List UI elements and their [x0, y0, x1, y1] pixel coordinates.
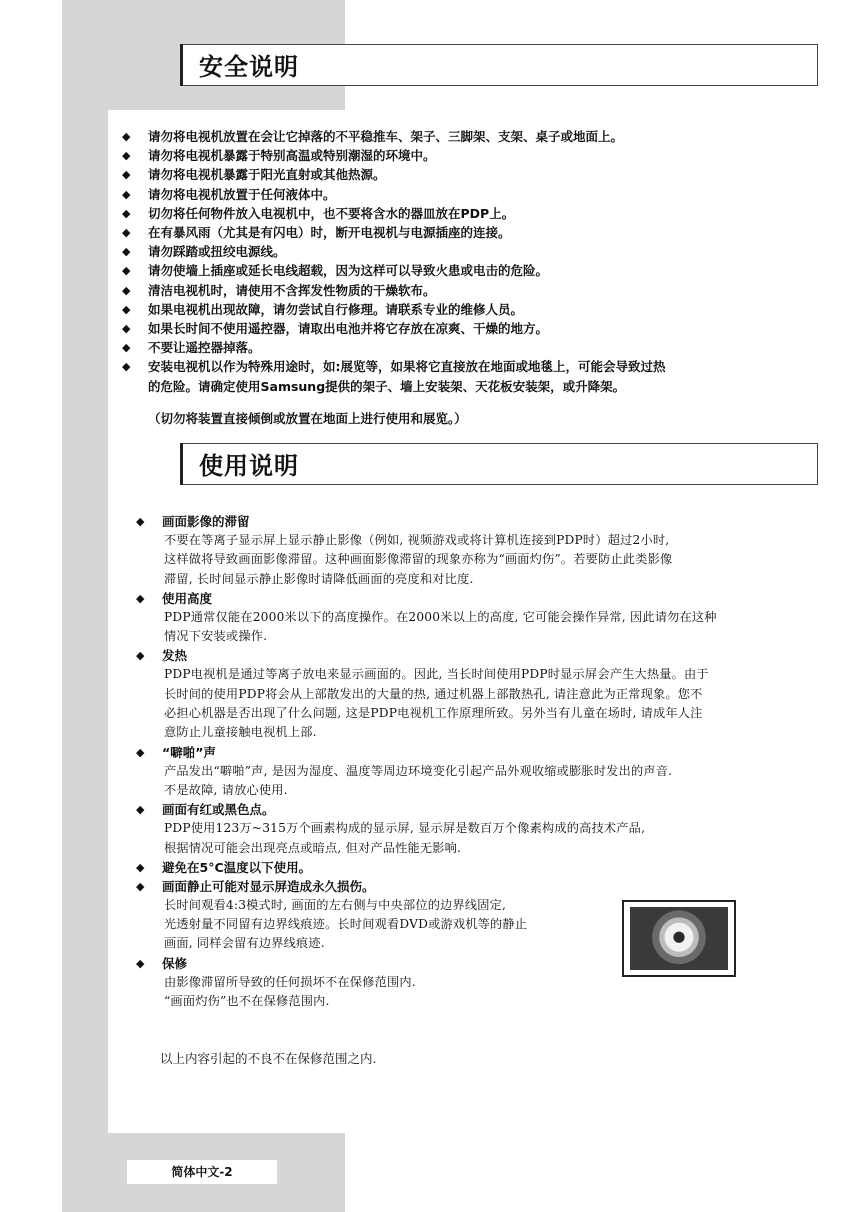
list-item [136, 743, 826, 801]
safety-title: 安全说明 [199, 53, 299, 81]
closing-note: 以上内容引起的不良不在保修范围之内. [160, 1051, 377, 1066]
diamond-bullet-icon: ◆ [136, 591, 145, 605]
flower-image [622, 900, 736, 977]
list-item: ◆ 请勿将电视机放置在会让它掉落的不平稳推车、架子、三脚架、支架、桌子或地面上。 [120, 127, 820, 146]
diamond-bullet-icon: ◆ [122, 283, 131, 297]
list-item: ◆ 安装电视机以作为特殊用途时，如:展览等，如果将它直接放在地面或地毯上，可能会导致过热 的危险。请确定使用Samsung提供的架子、墙上安装架、天花板安装架，或升降架。 [122, 359, 666, 394]
diamond-bullet-icon: ◆ [136, 879, 145, 893]
item-heading: ◆ “噼啪”声 [136, 744, 216, 760]
item-heading: ◆ 使用高度 [136, 590, 213, 606]
list-item [136, 858, 826, 877]
item-body: PDP使用123万~315万个画素构成的显示屏, 显示屏是数百万个像素构成的高技术产品, 根据情况可能会出现亮点或暗点, 但对产品性能无影响. [164, 821, 646, 855]
list-item: ◆ 清洁电视机时，请使用不含挥发性物质的干燥软布。 [120, 281, 820, 300]
safety-list [120, 127, 820, 396]
list-item [136, 512, 826, 589]
diamond-bullet-icon: ◆ [122, 168, 131, 182]
item-heading: ◆ 画面静止可能对显示屏造成永久损伤。 [136, 878, 375, 894]
page-left-margin [0, 0, 62, 1212]
usage-title-accent [180, 443, 183, 485]
list-item: ◆ 请勿将电视机放置于任何液体中。 [120, 185, 820, 204]
list-item [136, 800, 826, 858]
diamond-bullet-icon: ◆ [122, 226, 131, 240]
safety-note: （切勿将装置直接倾倒或放置在地面上进行使用和展览。） [148, 411, 467, 426]
list-item: ◆ 切勿将任何物件放入电视机中，也不要将含水的器皿放在PDP上。 [120, 204, 820, 223]
item-heading: ◆ 保修 [136, 955, 188, 971]
item-body: PDP通常仅能在2000米以下的高度操作。在2000米以上的高度, 它可能会操作异常, 因此请勿在这种 情况下安装或操作. [164, 609, 717, 644]
usage-title: 使用说明 [199, 452, 299, 480]
list-item: ◆ 请勿将电视机暴露于阳光直射或其他热源。 [120, 165, 820, 184]
diamond-bullet-icon: ◆ [136, 803, 145, 817]
item-heading: ◆ 画面影像的滞留 [136, 514, 250, 529]
item-body: 长时间观看4:3模式时, 画面的左右侧与中央部位的边界线固定, 光透射量不同留有边界线痕迹。长时间观看DVD或游戏机等的静止 画面, 同样会留有边界线痕迹. [164, 897, 528, 951]
diamond-bullet-icon: ◆ [136, 515, 145, 528]
diamond-bullet-icon: ◆ [122, 187, 131, 201]
item-heading: ◆ 发热 [136, 648, 188, 664]
list-item [136, 589, 826, 647]
diamond-bullet-icon: ◆ [122, 302, 131, 316]
item-body: 由影像滞留所导致的任何损坏不在保修范围内. “画面灼伤”也不在保修范围内. [164, 974, 416, 1009]
diamond-bullet-icon: ◆ [136, 956, 145, 970]
diamond-bullet-icon: ◆ [136, 649, 145, 663]
diamond-bullet-icon: ◆ [122, 264, 131, 278]
item-heading: ◆ 画面有红或黑色点。 [136, 802, 275, 818]
list-item: ◆ 请勿踩踏或扭绞电源线。 [120, 242, 820, 261]
diamond-bullet-icon: ◆ [136, 745, 145, 759]
list-item [136, 646, 826, 742]
diamond-bullet-icon: ◆ [122, 341, 131, 355]
list-item: ◆ 不要让遥控器掉落。 [120, 338, 820, 357]
diamond-bullet-icon: ◆ [122, 130, 131, 143]
safety-title-box [180, 44, 818, 86]
list-item: ◆ 请勿使墙上插座或延长电线超载，因为这样可以导致火患或电击的危险。 [120, 261, 820, 280]
item-body: 不要在等离子显示屏上显示静止影像（例如, 视频游戏或将计算机连接到PDP时）超过2小时, 这样做将导致画面影像滞留。这种画面影像滞留的现象亦称为“画面灼伤”。若要防止此类影像 滞留, 长时间显示静止影像时请降低画面的亮度和对比度. [164, 533, 673, 586]
item-heading: ◆ 避免在5°C温度以下使用。 [136, 859, 312, 875]
diamond-bullet-icon: ◆ [122, 149, 131, 163]
item-body: PDP电视机是通过等离子放电来显示画面的。因此, 当长时间使用PDP时显示屏会产生大热量。由于 长时间的使用PDP将会从上部散发出的大量的热, 通过机器上部散热孔, 请注意此为正常现象。您不 必担心机器是否出现了什么问题, 这是PDP电视机工作原理所致。另外当有儿童在场时, 请成年人注 意防止儿童接触电视机上部. [164, 667, 709, 740]
list-item: ◆ 如果电视机出现故障，请勿尝试自行修理。请联系专业的维修人员。 [120, 300, 820, 319]
list-item: ◆ 在有暴风雨（尤其是有闪电）时，断开电视机与电源插座的连接。 [120, 223, 820, 242]
diamond-bullet-icon: ◆ [122, 322, 131, 336]
diamond-bullet-icon: ◆ [122, 245, 131, 259]
list-item: ◆ 请勿将电视机暴露于特别高温或特别潮湿的环境中。 [120, 146, 820, 165]
usage-title-box [180, 443, 818, 485]
diamond-bullet-icon: ◆ [136, 860, 145, 874]
flower-image-content [630, 907, 728, 970]
list-item: ◆ 如果长时间不使用遥控器，请取出电池并将它存放在凉爽、干燥的地方。 [120, 319, 820, 338]
page-number-label: 简体中文-2 [127, 1160, 277, 1184]
diamond-bullet-icon: ◆ [122, 206, 131, 220]
safety-title-accent [180, 44, 183, 86]
item-body: 产品发出“噼啪”声, 是因为湿度、温度等周边环境变化引起产品外观收缩或膨胀时发出的声音. 不是故障, 请放心使用. [164, 763, 673, 797]
diamond-bullet-icon: ◆ [122, 360, 131, 374]
